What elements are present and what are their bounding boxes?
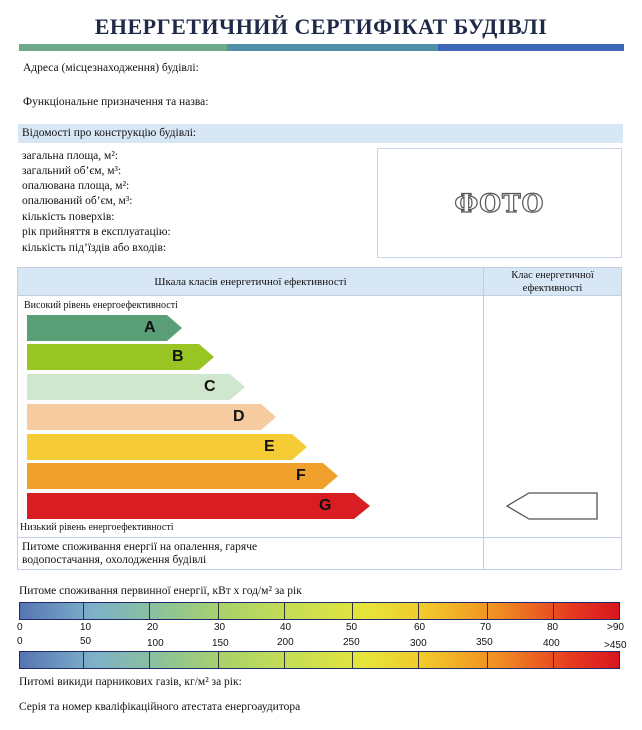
certificate-title: ЕНЕРГЕТИЧНИЙ СЕРТИФІКАТ БУДІВЛІ [94,14,548,39]
construction-item: кількість під’їздів або входів: [22,242,167,254]
class-letter-g: G [319,497,332,514]
bar-tick [83,603,84,619]
primary-energy-bar-secondary [19,651,620,669]
class-letter-f: F [296,467,306,484]
class-bar-b [27,344,214,370]
bar-tick [487,603,488,619]
class-bar-d [27,404,276,430]
class-arrow-b [27,344,214,370]
scale-tick-label: 60 [414,622,426,633]
bar-tick [218,652,219,668]
class-arrow-f [27,463,338,489]
scale-tick-label: 250 [343,637,360,648]
construction-heading: Відомості про конструкцію будівлі: [22,127,197,139]
scale-tick-label: >450 [604,640,627,651]
title-stripe-3 [438,44,624,51]
bar-tick [83,652,84,668]
scale-tick-label: 50 [80,636,92,647]
bar-tick [149,652,150,668]
bar-tick [218,603,219,619]
scale-tick-label: 150 [212,638,229,649]
class-bar-c [27,374,245,400]
class-bar-g [27,493,370,519]
scale-tick-label: 400 [543,638,560,649]
class-bar-f [27,463,338,489]
scale-row-divider [18,537,621,538]
high-efficiency-label: Високий рівень енергоефективності [24,300,178,311]
class-letter-d: D [233,408,245,425]
class-letter-c: C [204,378,216,395]
construction-item: кількість поверхів: [22,211,115,223]
address-label: Адреса (місцезнаходження) будівлі: [23,62,199,74]
bar-tick [149,603,150,619]
construction-item: загальна площа, м²: [22,150,118,162]
bar-tick [284,603,285,619]
construction-item: рік прийняття в експлуатацію: [22,226,171,238]
class-bar-a [27,315,182,341]
scale-tick-label: 200 [277,637,294,648]
scale-tick-label: 10 [80,622,92,633]
auditor-label: Серія та номер кваліфікаційного атестата енергоаудитора [19,701,301,713]
scale-tick-label: 50 [346,622,358,633]
bar-tick [553,603,554,619]
scale-header-text: Шкала класів енергетичної ефективності [154,275,347,288]
scale-tick-label: 20 [147,622,159,633]
primary-energy-bar [19,602,620,620]
construction-item: опалювана площа, м²: [22,180,130,192]
scale-row-divider [18,295,621,296]
bar-tick [487,652,488,668]
construction-item: загальний об’єм, м³: [22,165,122,177]
scale-tick-label: 0 [17,636,23,647]
class-header: Клас енергетичної ефективності [484,268,621,295]
photo-placeholder [377,148,622,258]
class-indicator-arrow [505,492,599,520]
class-letter-e: E [264,438,275,455]
scale-tick-label: 40 [280,622,292,633]
emissions-label: Питомі викиди парникових газів, кг/м² за рік: [19,676,242,688]
bar-tick [553,652,554,668]
construction-item: опалюваний об’єм, м³: [22,195,133,207]
class-arrow-a [27,315,182,341]
class-letter-b: B [172,348,184,365]
scale-tick-label: >90 [607,622,624,633]
scale-header [18,268,483,295]
bar-tick [284,652,285,668]
scale-tick-label: 300 [410,638,427,649]
bar-tick [418,652,419,668]
bar-tick [352,603,353,619]
scale-divider [483,268,484,569]
scale-tick-label: 350 [476,637,493,648]
scale-tick-label: 100 [147,638,164,649]
scale-tick-label: 80 [547,622,559,633]
bar-tick [352,652,353,668]
scale-tick-label: 70 [480,622,492,633]
title-stripe-1 [19,44,227,51]
specific-consumption-label: Питоме споживання енергії на опалення, гаряче водопостачання, охолодження будівлі [22,541,258,566]
photo-label: ФОТО [454,188,545,218]
title-stripe-2 [227,44,438,51]
class-letter-a: A [144,319,156,336]
class-bar-e [27,434,307,460]
low-efficiency-label: Низький рівень енергоефективності [20,522,174,533]
purpose-label: Функціональне призначення та назва: [23,96,209,108]
bar-tick [418,603,419,619]
primary-energy-label: Питоме споживання первинної енергії, кВт х год/м² за рік [19,585,302,597]
scale-tick-label: 0 [17,622,23,633]
scale-tick-label: 30 [214,622,226,633]
